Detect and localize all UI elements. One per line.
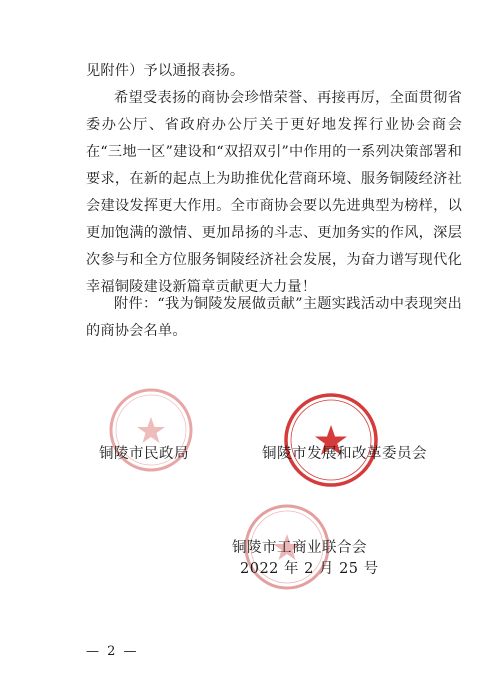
paragraph-hope: 希望受表扬的商协会珍惜荣誉、再接再厉，全面贯彻省委办公厅、省政府办公厅关于更好地发挥行业协会商会在“三地一区”建设和“双招双引”中作用的一系列决策部署和要求，在新的起点上为助推优化营商环境、服务铜陵经济社会建设发挥更大作用。全市商协会要以先进典型为榜样，以更加饱满的激情、更加昂扬的斗志、更加务实的作风，深层次参与和全方位服务铜陵经济社会发展，为奋力谱写现代化幸福铜陵建设新篇章贡献更大力量！: [86, 90, 462, 295]
signature-civil-affairs: 铜陵市民政局: [99, 446, 189, 462]
signature-development-reform: 铜陵市发展和改革委员会: [262, 446, 427, 462]
development-reform-seal: [283, 392, 379, 488]
document-date: 2022 年 2 月 25 号: [240, 561, 379, 577]
attachment-note: 附件：“我为铜陵发展做贡献”主题实践活动中表现突出的商协会名单。: [86, 296, 462, 339]
page-number: — 2 —: [86, 644, 139, 659]
continued-line: 见附件）予以通报表扬。: [86, 63, 245, 79]
signature-federation: 铜陵市工商业联合会: [232, 540, 367, 556]
